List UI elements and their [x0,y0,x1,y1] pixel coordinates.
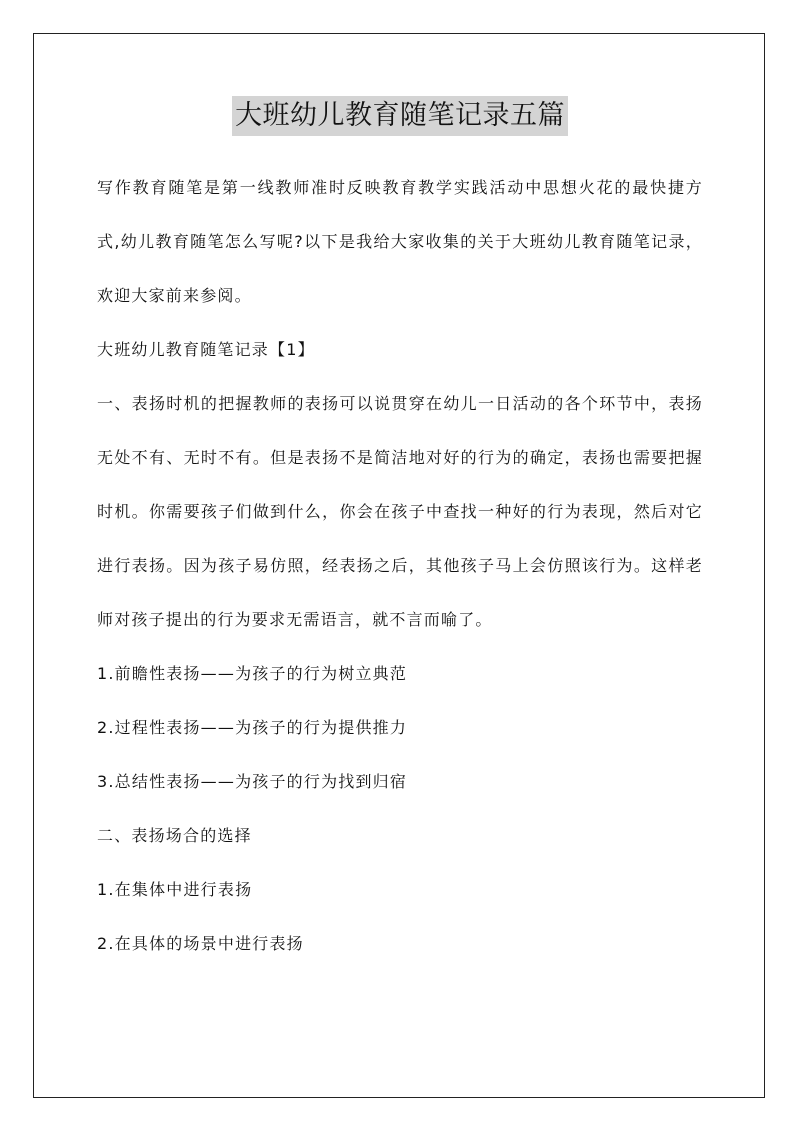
praise-type-item: 3.总结性表扬——为孩子的行为找到归宿 [97,772,408,791]
occasion-item: 2.在具体的场景中进行表扬 [97,934,304,953]
section-heading: 大班幼儿教育随笔记录【1】 [97,340,315,359]
praise-type-item: 1.前瞻性表扬——为孩子的行为树立典范 [97,664,408,683]
point-one-paragraph: 一、表扬时机的把握教师的表扬可以说贯穿在幼儿一日活动的各个环节中，表扬无处不有、无时不有。但是表扬不是简洁地对好的行为的确定，表扬也需要把握时机。你需要孩子们做到什么，你会在孩子中查找一种好的行为表现，然后对它进行表扬。因为孩子易仿照，经表扬之后，其他孩子马上会仿照该行为。这样老师对孩子提出的行为要求无需语言，就不言而喻了。 [97,394,703,629]
title-container [0,96,800,136]
document-body [97,161,703,971]
occasion-item: 1.在集体中进行表扬 [97,880,253,899]
point-two-heading: 二、表扬场合的选择 [97,826,252,845]
document-title: 大班幼儿教育随笔记录五篇 [232,96,568,136]
intro-paragraph: 写作教育随笔是第一线教师准时反映教育教学实践活动中思想火花的最快捷方式,幼儿教育随笔怎么写呢?以下是我给大家收集的关于大班幼儿教育随笔记录，欢迎大家前来参阅。 [97,178,703,305]
praise-type-item: 2.过程性表扬——为孩子的行为提供推力 [97,718,408,737]
